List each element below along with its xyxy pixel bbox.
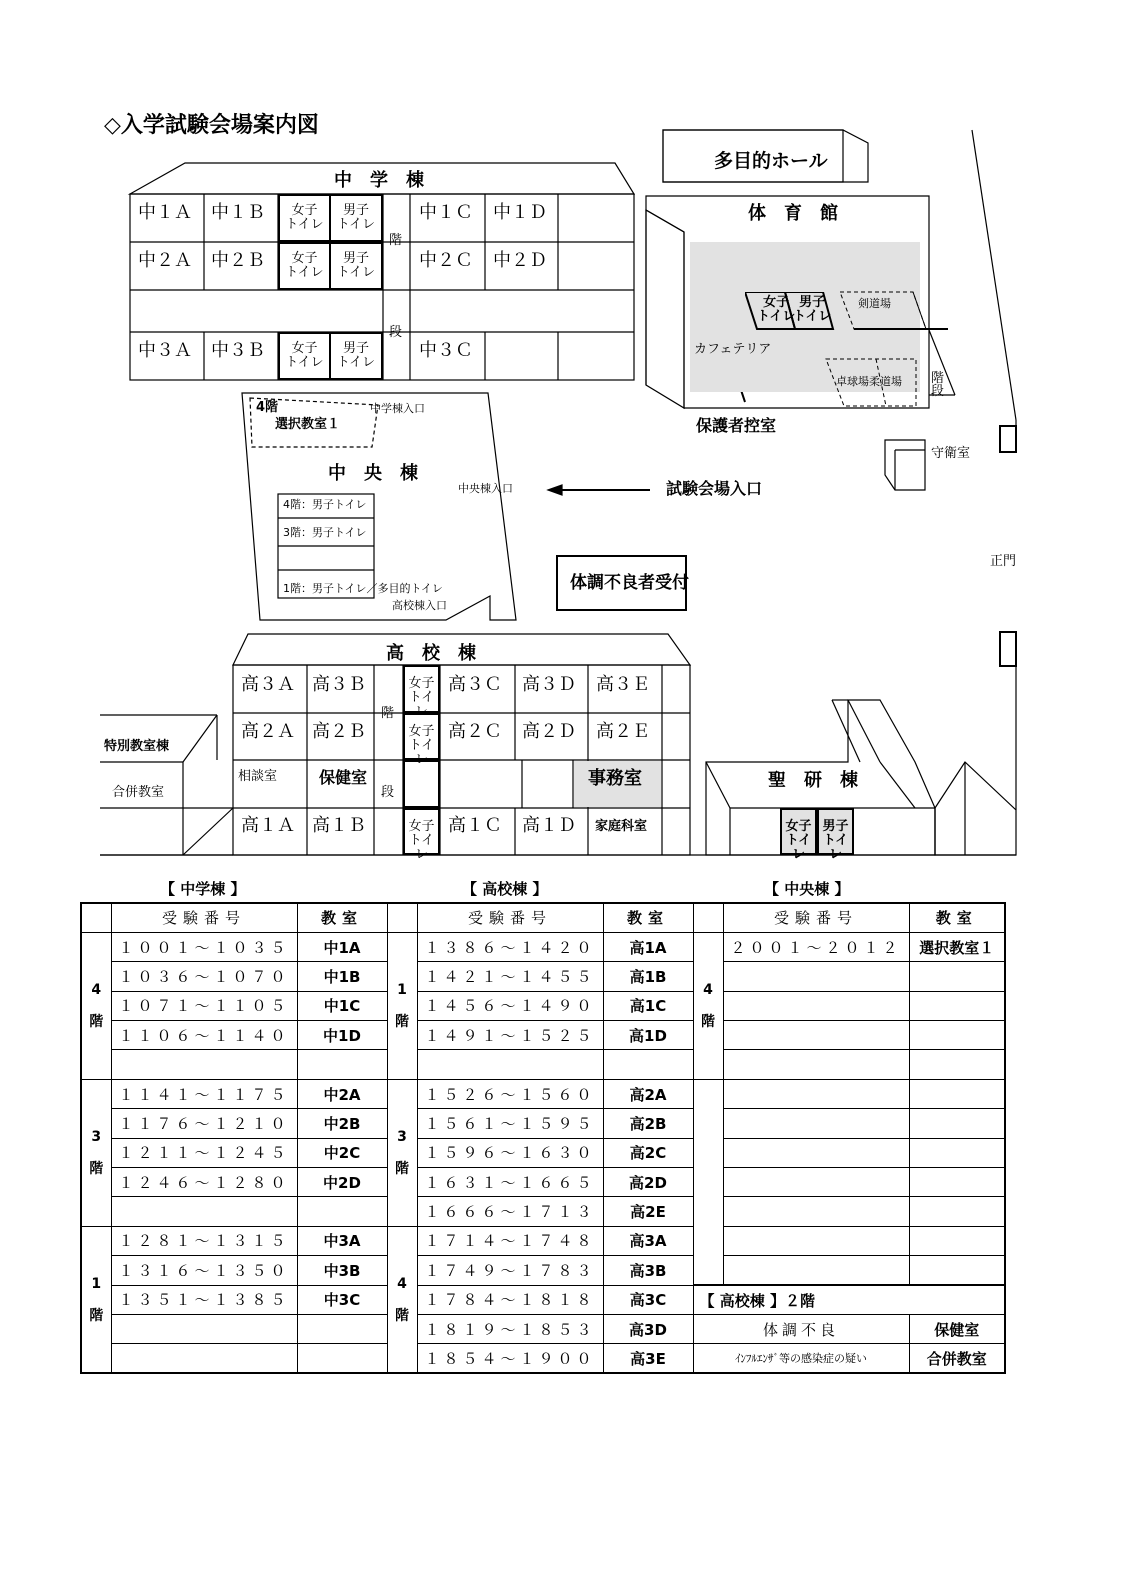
ms-floor-3: 3 階	[81, 1079, 111, 1226]
ms-floor-4: 4 階	[81, 932, 111, 1079]
central-table-label: 【 中央棟 】	[764, 880, 850, 898]
room-ms3b: 中３Ｂ	[211, 340, 265, 361]
main-gate-label: 正門	[990, 554, 1017, 569]
table-row: １１０６～１１４０ 中1D １４９１～１５２５ 高1D	[81, 1021, 1005, 1050]
gym-men-toilet: 男子 トイレ	[793, 295, 832, 324]
table-row	[81, 1050, 1005, 1079]
room-ms2d: 中２Ｄ	[493, 250, 547, 271]
ms-women-toilet-4f: 女子 トイレ	[278, 194, 331, 242]
room-hs1d: 高１Ｄ	[522, 815, 576, 836]
table-row: １８５４～１９００ 高3E ｲﾝﾌﾙｴﾝｻﾞ等の感染症の疑い 合併教室	[81, 1344, 1005, 1373]
multi-purpose-hall-label: 多目的ホール	[714, 150, 828, 172]
cafeteria-label: カフェテリア	[694, 342, 772, 357]
gym-women-toilet: 女子 トイレ	[757, 295, 796, 324]
room-hs2c: 高２Ｃ	[448, 721, 502, 742]
ms-women-toilet-1f: 女子 トイレ	[278, 332, 331, 380]
kendo-label: 剣道場	[858, 297, 891, 310]
central-building-label: 中 央 棟	[328, 463, 418, 484]
table-row: 3 階 １１４１～１１７５ 中2A 3 階 １５２６～１５６０ 高2A	[81, 1079, 1005, 1108]
table-row: １１７６～１２１０ 中2B １５６１～１５９５ 高2B	[81, 1109, 1005, 1138]
room-hs3c: 高３Ｃ	[448, 674, 502, 695]
seiken-building-label: 聖 研 棟	[768, 770, 858, 791]
room-ms1c: 中１Ｃ	[419, 202, 473, 223]
room-hs1a: 高１Ａ	[241, 815, 295, 836]
header-room: 教室	[909, 903, 1005, 932]
sick-reception-box	[556, 555, 687, 611]
ms-men-toilet-1f: 男子 トイレ	[329, 332, 383, 380]
table-row: １３１６～１３５０ 中3B １７４９～１７８３ 高3B	[81, 1256, 1005, 1285]
exam-room-table	[80, 902, 1006, 1374]
health-room: 保健室	[319, 768, 368, 787]
table-row: １６６６～１７１３ 高2E	[81, 1197, 1005, 1226]
hs-floor-1: 1 階	[387, 932, 417, 1079]
pingpong-judo-label: 卓球場柔道場	[836, 375, 902, 388]
table-row: １３５１～１３８５ 中3C １７８４～１８１８ 高3C 【 高校棟 】２階	[81, 1285, 1005, 1314]
room-ms3a: 中３Ａ	[138, 340, 192, 361]
room-hs1c: 高１Ｃ	[448, 815, 502, 836]
guardian-room-label: 保護者控室	[696, 416, 777, 435]
gym-stairs: 階 段	[931, 371, 945, 399]
room-hs2e: 高２Ｅ	[596, 721, 650, 742]
central-floor4-label: 4階	[256, 400, 279, 415]
room-ms2a: 中２Ａ	[138, 250, 192, 271]
header-room: 教室	[603, 903, 693, 932]
table-row: 1 階 １２８１～１３１５ 中3A 4 階 １７１４～１７４８ 高3A	[81, 1226, 1005, 1255]
table-row: １８１９～１８５３ 高3D 体調不良 保健室	[81, 1314, 1005, 1343]
central-toilet-4f: 4階：男子トイレ	[283, 498, 367, 511]
seiken-men-toilet: 男子 トイレ	[817, 808, 854, 855]
central-toilet-1f: 1階：男子トイレ／多目的トイレ	[283, 582, 443, 595]
hs-floor2-label: 【 高校棟 】２階	[693, 1285, 1005, 1314]
header-room: 教室	[297, 903, 387, 932]
room-hs2d: 高２Ｄ	[522, 721, 576, 742]
ms-entrance-label: 中学棟入口	[370, 402, 425, 415]
ms-men-toilet-4f: 男子 トイレ	[329, 194, 383, 242]
room-ms2c: 中２Ｃ	[419, 250, 473, 271]
hs-stairs-bottom: 段	[381, 785, 395, 800]
ms-stairs-top: 階	[389, 233, 403, 248]
ms-men-toilet-3f: 男子 トイレ	[329, 242, 383, 290]
room-ms1a: 中１Ａ	[138, 202, 192, 223]
room-hs3e: 高３Ｅ	[596, 674, 650, 695]
table-row: １０７１～１１０５ 中1C １４５６～１４９０ 高1C	[81, 991, 1005, 1020]
ms-women-toilet-3f: 女子 トイレ	[278, 242, 331, 290]
central-entrance-label: 中央棟入口	[458, 482, 513, 495]
hs-floor-3: 3 階	[387, 1079, 417, 1226]
header-exam-number: 受験番号	[417, 903, 603, 932]
ms-stairs-bottom: 段	[389, 325, 403, 340]
joint-room-label: 合併教室	[112, 785, 165, 800]
header-exam-number: 受験番号	[111, 903, 297, 932]
header-exam-number: 受験番号	[723, 903, 909, 932]
table-row: 4 階 １００１～１０３５ 中1A 1 階 １３８６～１４２０ 高1A 4 階 ２００１～２０１２ 選択教室１	[81, 932, 1005, 961]
elective-room-label: 選択教室１	[275, 417, 341, 432]
counsel-room: 相談室	[238, 769, 278, 784]
ms-floor-1: 1 階	[81, 1226, 111, 1373]
central-floor-4: 4 階	[693, 932, 723, 1079]
page-title: ◇入学試験会場案内図	[104, 112, 319, 138]
table-header-row	[81, 903, 1005, 932]
table-row: １０３６～１０７０ 中1B １４２１～１４５５ 高1B	[81, 962, 1005, 991]
hs-stairs-top: 階	[381, 706, 395, 721]
guard-room-label: 守衛室	[931, 446, 971, 461]
flu-label: ｲﾝﾌﾙｴﾝｻﾞ等の感染症の疑い	[693, 1344, 909, 1373]
room-ms3c: 中３Ｃ	[419, 340, 473, 361]
room-hs3b: 高３Ｂ	[312, 674, 366, 695]
sick-reception-label: 体調不良者受付	[570, 573, 689, 593]
sick-room: 保健室	[909, 1314, 1005, 1343]
gym-label: 体 育 館	[748, 203, 838, 224]
special-building-label: 特別教室棟	[104, 739, 170, 754]
room-hs1b: 高１Ｂ	[312, 815, 366, 836]
office-room: 事務室	[574, 761, 661, 807]
room-hs2b: 高２Ｂ	[312, 721, 366, 742]
room-hs3a: 高３Ａ	[241, 674, 295, 695]
exam-entrance-label: 試験会場入口	[666, 479, 763, 498]
gym-toilets	[745, 292, 837, 330]
room-ms1b: 中１Ｂ	[211, 202, 265, 223]
table-row: １２４６～１２８０ 中2D １６３１～１６６５ 高2D	[81, 1168, 1005, 1197]
hs-entrance-label: 高校棟入口	[392, 599, 447, 612]
central-toilet-3f: 3階：男子トイレ	[283, 526, 367, 539]
table-row: １２１１～１２４５ 中2C １５９６～１６３０ 高2C	[81, 1138, 1005, 1167]
ms-table-label: 【 中学棟 】	[160, 880, 246, 898]
home-ec-room: 家庭科室	[595, 819, 648, 834]
room-hs2a: 高２Ａ	[241, 721, 295, 742]
hs-building-label: 高 校 棟	[386, 643, 476, 664]
hs-floor-4: 4 階	[387, 1226, 417, 1373]
room-ms1d: 中１Ｄ	[493, 202, 547, 223]
hs-table-label: 【 高校棟 】	[462, 880, 548, 898]
room-ms2b: 中２Ｂ	[211, 250, 265, 271]
kendo-area-outline	[838, 291, 958, 331]
room-hs3d: 高３Ｄ	[522, 674, 576, 695]
hs-women-toilet-2f: 女子 トイレ	[403, 713, 440, 760]
hs-women-toilet-1f: 女子 トイレ	[403, 808, 440, 855]
seiken-women-toilet: 女子 トイレ	[780, 808, 817, 855]
sick-label: 体調不良	[693, 1314, 909, 1343]
hs-women-toilet-3f: 女子 トイレ	[403, 665, 440, 713]
ms-building-label: 中 学 棟	[334, 170, 424, 191]
hs-empty-cell	[403, 760, 440, 808]
flu-room: 合併教室	[909, 1344, 1005, 1373]
